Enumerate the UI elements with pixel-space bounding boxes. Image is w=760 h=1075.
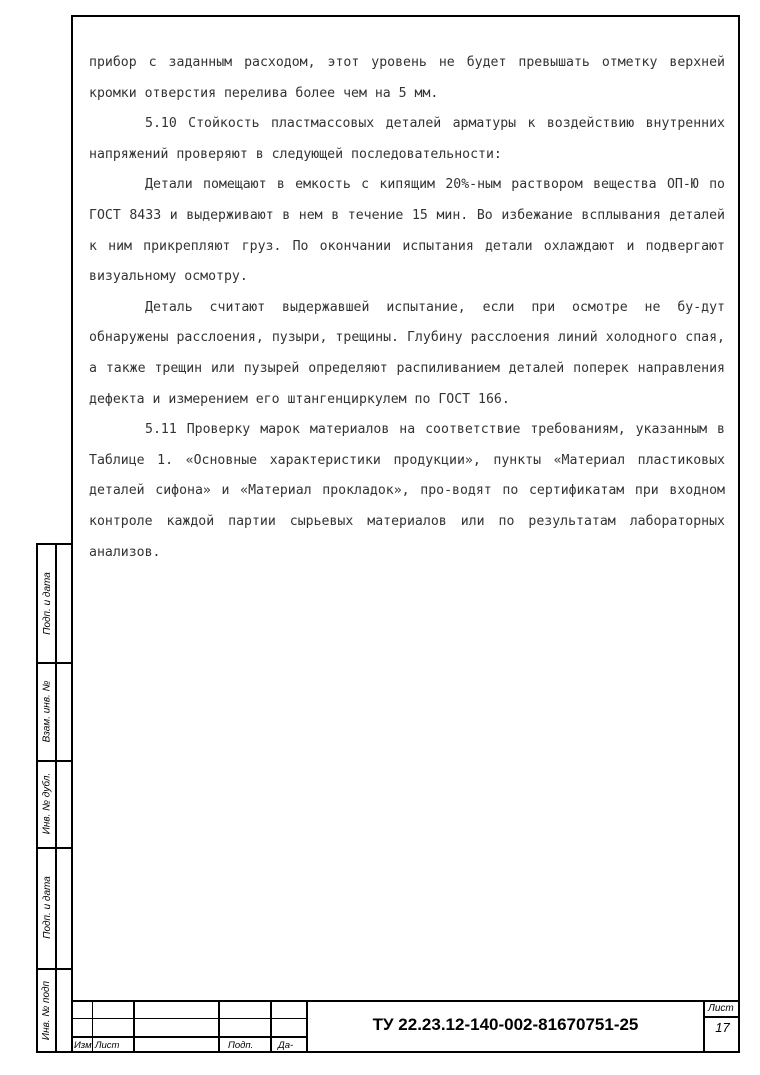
sheet-number: 17 (715, 1020, 730, 1035)
paragraph-pass-criteria: Деталь считают выдержавшей испытание, если при осмотре не бу-дут обнаружены расслоения, пузыри, трещины. Глубину расслоения линий холодного спая, а также трещин или пузырей определяют распиливанием деталей поперек направления дефекта и измерением его штангенциркулем по ГОСТ 166. (89, 299, 725, 407)
side-label-duplicate-inv: Инв. № дубл. (41, 772, 53, 835)
side-label-replaced-inv: Взам. инв. № (41, 680, 53, 742)
col-label-list: Лист (95, 1040, 120, 1051)
document-body (89, 48, 725, 568)
side-stamp (36, 543, 71, 1053)
col-label-podp: Подп. (228, 1040, 254, 1051)
paragraph-5-11: 5.11 Проверку марок материалов на соответствие требованиям, указанным в Таблице 1. «Основные характеристики продукции», пункты «Материал пластиковых деталей сифона» и «Материал прокладок», про-водят по сертификатам при входном контроле каждой партии сырьевых материалов или по результатам лабораторных анализов. (89, 422, 725, 560)
side-label-sign-date-2: Подп. и дата (41, 876, 53, 939)
paragraph-continuation: прибор с заданным расходом, этот уровень не будет превышать отметку верхней кромки отверстия перелива более чем на 5 мм. (89, 55, 725, 101)
sheet-label: Лист (708, 1003, 734, 1014)
side-label-sign-date-1: Подп. и дата (41, 572, 53, 635)
sheet-cell (705, 1002, 740, 1053)
side-label-original-inv: Инв. № подп (41, 980, 53, 1041)
col-label-data: Да- (278, 1040, 294, 1051)
paragraph-test-procedure: Детали помещают в емкость с кипящим 20%-ным раствором вещества ОП-Ю по ГОСТ 8433 и выдерживают в нем в течение 15 мин. Во избежание всплывания деталей к ним прикрепляют груз. По окончании испытания детали охлаждают и подвергают визуальному осмотру. (89, 177, 725, 285)
document-code: ТУ 22.23.12-140-002-81670751-25 (372, 1015, 639, 1034)
title-block (71, 1000, 740, 1053)
paragraph-5-10: 5.10 Стойкость пластмассовых деталей арматуры к воздействию внутренних напряжений проверяют в следующей последовательности: (89, 116, 725, 162)
col-label-izm: Изм (74, 1040, 92, 1051)
